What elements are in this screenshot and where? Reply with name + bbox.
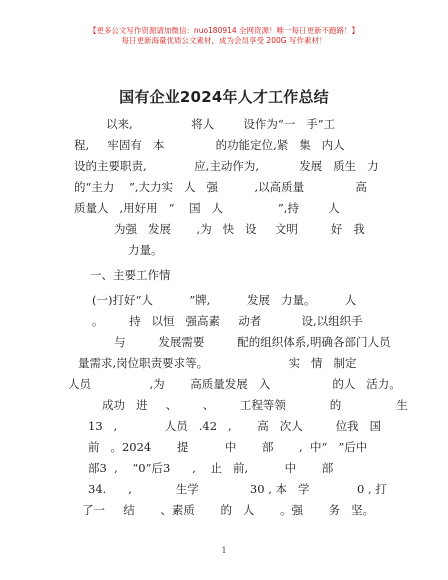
- promo-banner: [0, 26, 448, 46]
- document-title: 国有企业2024年人才工作总结: [119, 88, 329, 106]
- body-line: 前 。2024 提 中 部 , 中“ ”后中: [88, 440, 368, 454]
- promo-banner-line-1: 【更多公文写作资源请加微信：nuo180914 全网资源！唯一每日更新不跑路！】: [88, 26, 360, 35]
- body-line: 人员 ,为 高质量发展 入 的人 活力。: [68, 377, 401, 391]
- body-line: 部3 , “0”后3 , 止 前, 中 部: [88, 461, 334, 475]
- body-line: 为强 发展 ,为 快 设 文明 好 我: [114, 222, 365, 236]
- body-line: 。 持 以恒 强高素 动者 设,以组织手: [92, 314, 363, 328]
- body-line: 程, 牢固有 本 的功能定位,紧 集 内人: [74, 138, 345, 152]
- body-line: 34. , 生学 30 , 本 学 0 , 打: [88, 482, 387, 496]
- body-line: 质量人 ,用好用 “ 国 人 ”,持 人: [74, 201, 340, 215]
- body-line: 13 , 人员 .42 , 高 次人 位我 国: [88, 419, 382, 433]
- body-line: 了一 结 、素质 的 人 。强 务 坚。: [82, 503, 375, 517]
- promo-banner-line-2: 每日更新海量优质公文素材，成为会员享受 200G 写作素材！: [121, 36, 327, 45]
- body-line: 成功 进 、 、 工程等领 的 生: [102, 398, 408, 412]
- body-line: 量需求,岗位职责要求等。 实 情 制定: [78, 356, 357, 370]
- page-number: 1: [221, 546, 227, 555]
- body-line: 以来, 将人 设作为“一 手”工: [106, 117, 336, 131]
- body-line: 设的主要职责, 应,主动作为, 发展 质生 力: [74, 159, 379, 173]
- body-line: 与 发展需要 配的组织体系,明确各部门人员: [114, 335, 391, 349]
- body-line: 力量。: [128, 243, 163, 257]
- section-heading: 一、主要工作情: [90, 268, 171, 282]
- body-line: 的“主力 ”,大力实 人 强 ,以高质量 高: [74, 180, 367, 194]
- body-line: (一)打好“人 ”牌, 发展 力量。 人: [92, 293, 357, 307]
